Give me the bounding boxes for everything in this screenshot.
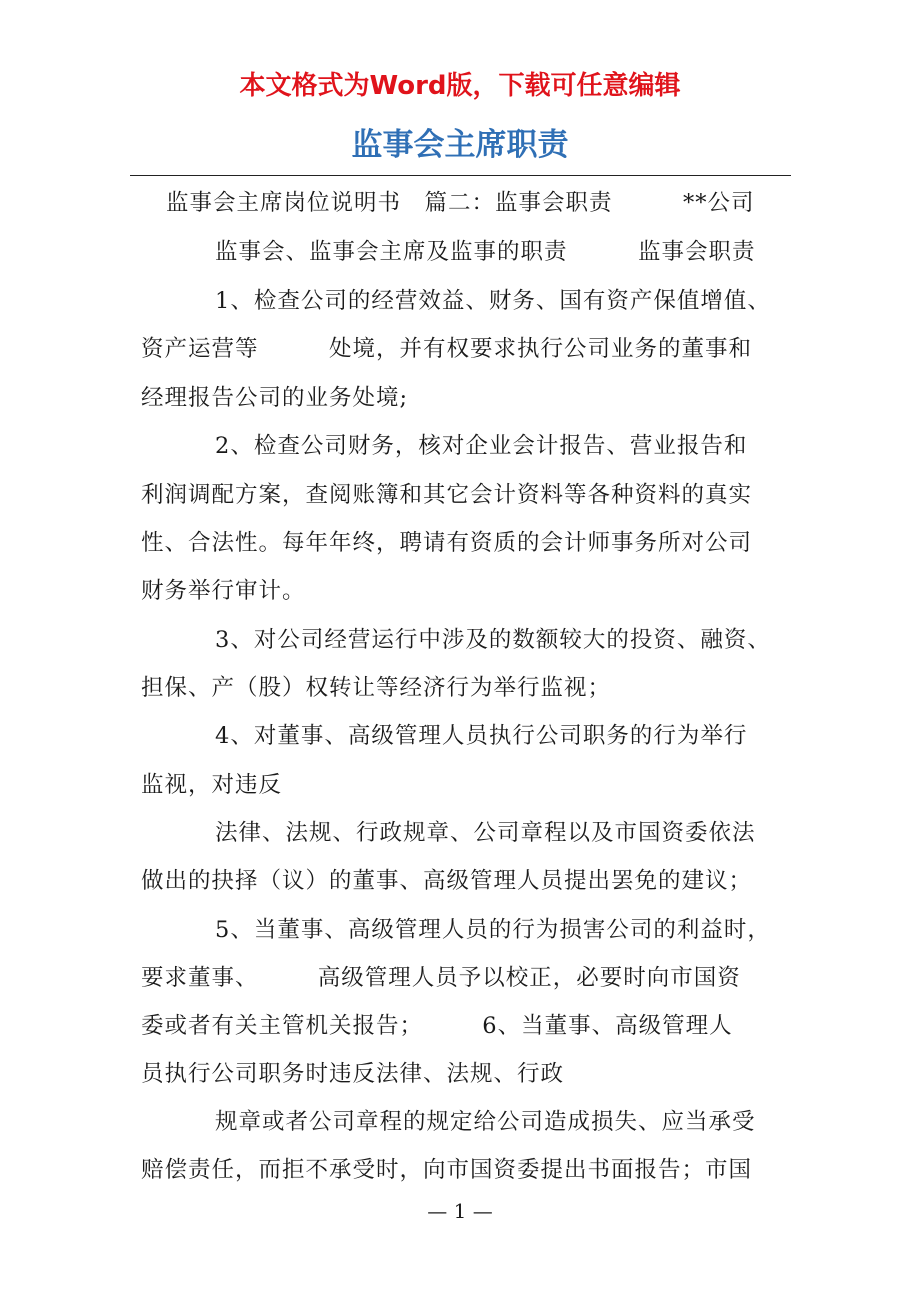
body-line: 资产运营等 处境，并有权要求执行公司业务的董事和 xyxy=(141,336,753,362)
page-number: — 1 — xyxy=(427,1199,493,1223)
body-line: 经理报告公司的业务处境; xyxy=(141,385,409,411)
body-line: 法律、法规、行政规章、公司章程以及市国资委依法 xyxy=(215,820,756,846)
body-line: 3、对公司经营运行中涉及的数额较大的投资、融资、 xyxy=(215,627,771,653)
body-line: 4、对董事、高级管理人员执行公司职务的行为举行 xyxy=(215,723,748,749)
body-line: 利润调配方案，查阅账簿和其它会计资料等各种资料的真实 xyxy=(141,482,753,508)
body-line: 做出的抉择（议）的董事、高级管理人员提出罢免的建议； xyxy=(141,868,753,894)
document-title: 监事会主席职责 xyxy=(351,127,569,163)
body-line: 5、当董事、高级管理人员的行为损害公司的利益时， xyxy=(215,917,771,943)
body-line: 担保、产（股）权转让等经济行为举行监视； xyxy=(141,675,612,701)
body-line: 员执行公司职务时违反法律、法规、行政 xyxy=(141,1061,565,1087)
body-line: 2、检查公司财务，核对企业会计报告、营业报告和 xyxy=(215,433,748,459)
body-line: 监事会主席岗位说明书 篇二：监事会职责 **公司 xyxy=(166,190,755,216)
body-line: 监视，对违反 xyxy=(141,772,283,798)
body-line: 监事会、监事会主席及监事的职责 监事会职责 xyxy=(215,239,756,265)
body-line: 财务举行审计。 xyxy=(141,578,306,604)
body-line: 要求董事、 高级管理人员予以校正，必要时向市国资 xyxy=(141,965,741,991)
body-line: 性、合法性。每年年终，聘请有资质的会计师事务所对公司 xyxy=(141,530,753,556)
body-line: 规章或者公司章程的规定给公司造成损失、应当承受 xyxy=(215,1109,756,1135)
body-line: 赔偿责任，而拒不承受时，向市国资委提出书面报告；市国 xyxy=(141,1157,753,1183)
body-line: 1、检查公司的经营效益、财务、国有资产保值增值、 xyxy=(215,288,771,314)
body-line: 委或者有关主管机关报告； 6、当董事、高级管理人 xyxy=(141,1013,733,1039)
format-notice-banner: 本文格式为Word版，下载可任意编辑 xyxy=(239,71,681,101)
title-divider xyxy=(130,175,791,176)
